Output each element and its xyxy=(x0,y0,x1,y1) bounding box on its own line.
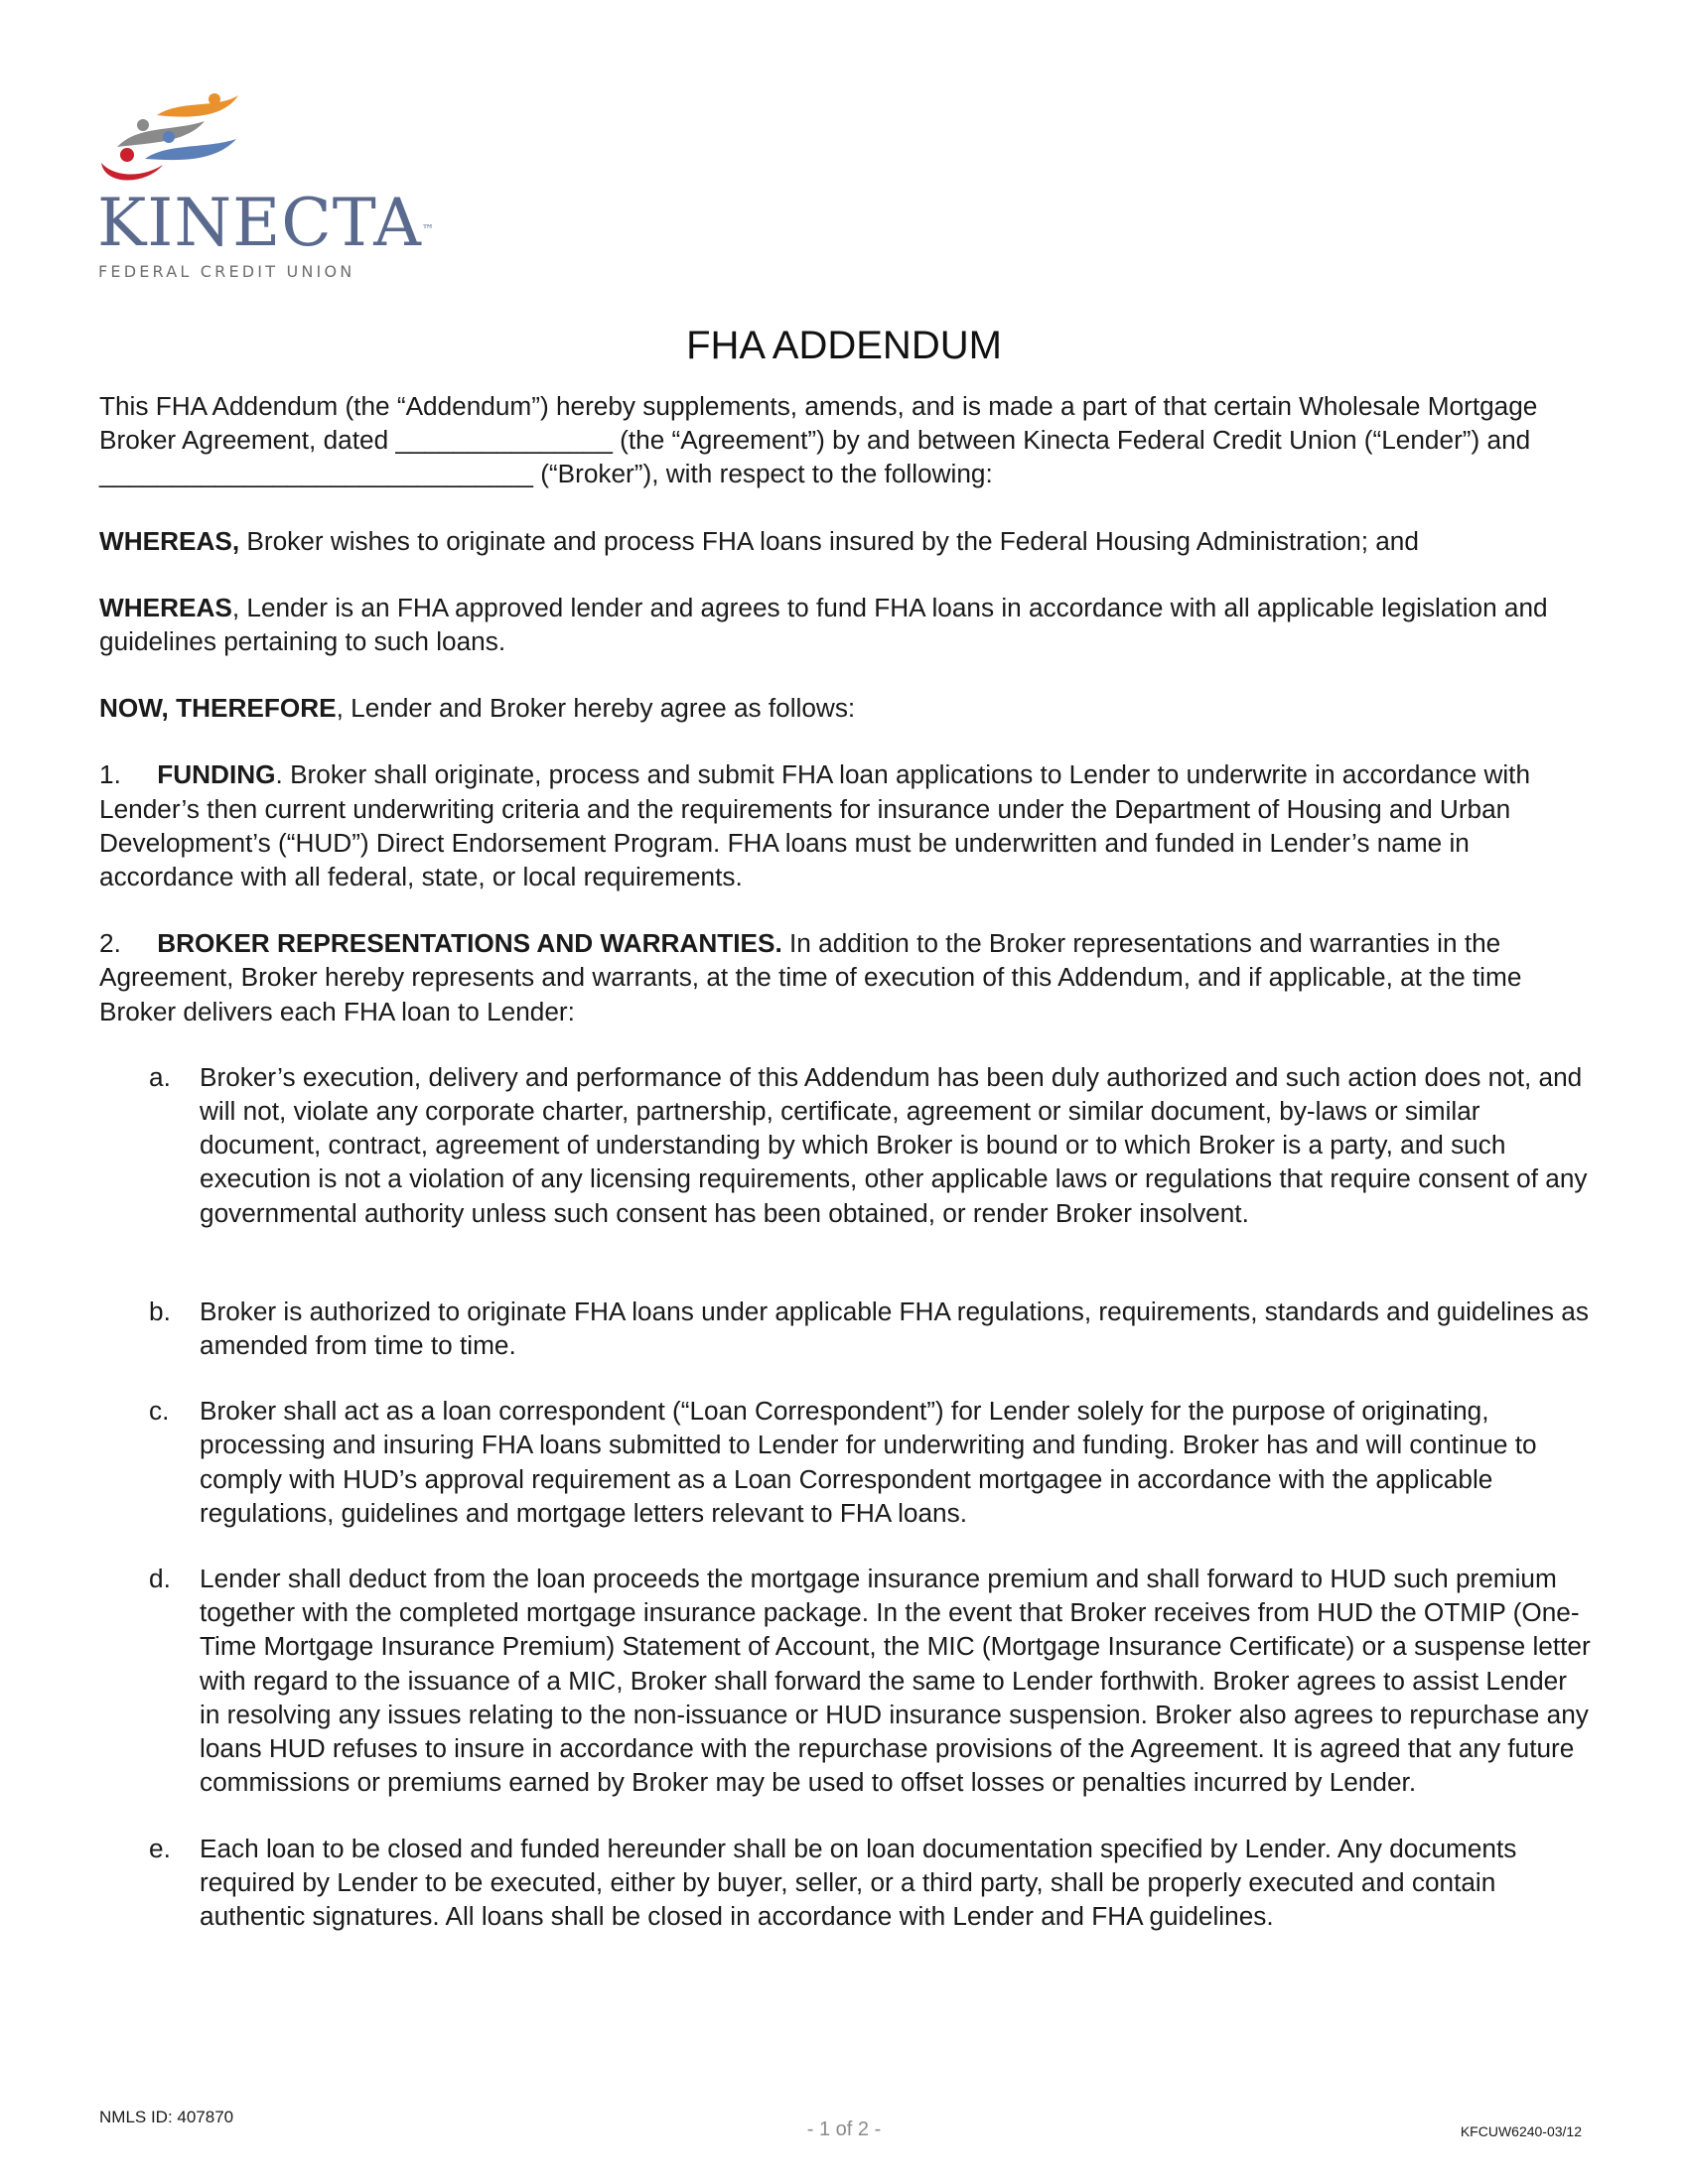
list-item-text: Broker is authorized to originate FHA loans under applicable FHA regulations, requirements, standards and guidelines as amended from time to time. xyxy=(200,1296,1589,1361)
logo-figures-icon xyxy=(97,87,256,187)
list-item-letter: d. xyxy=(149,1564,171,1594)
list-item xyxy=(149,1295,1594,1362)
list-item xyxy=(149,1562,1594,1799)
list-item-text: Each loan to be closed and funded hereunder shall be on loan documentation specified by Lender. Any documents required by Lender to be executed, either by buyer, seller, or a third party, shall be properly executed and contain authentic signatures. All loans shall be closed in accordance with Lender and FHA guidelines. xyxy=(200,1833,1517,1931)
list-item-text: Lender shall deduct from the loan proceeds the mortgage insurance premium and shall forward to HUD such premium together with the completed mortgage insurance package. In the event that Broker receives from HUD the OTMIP (One-Time Mortgage Insurance Premium) Statement of Account, the MIC (Mortgage Insurance Certificate) or a suspense letter with regard to the issuance of a MIC, Broker shall forward the same to Lender forthwith. Broker agrees to assist Lender in resolving any issues relating to the non-issuance or HUD insurance suspension. Broker also agrees to repurchase any loans HUD refuses to insure in accordance with the repurchase provisions of the Agreement. It is agreed that any future commissions or premiums earned by Broker may be used to offset losses or penalties incurred by Lender. xyxy=(200,1564,1591,1798)
list-item xyxy=(149,1394,1594,1530)
whereas-paragraph-2: WHEREAS, Lender is an FHA approved lender and agrees to fund FHA loans in accordance with all applicable legislation and guidelines pertaining to such loans. xyxy=(99,592,1548,657)
kinecta-logo xyxy=(97,87,435,286)
section-funding: 1. FUNDING. Broker shall originate, process and submit FHA loan applications to Lender to underwrite in accordance with Lender’s then current underwriting criteria and the requirements for insurance under the Department of Housing and Urban Development’s (“HUD”) Direct Endorsement Program. FHA loans must be underwritten and funded in Lender’s name in accordance with all federal, state, or local requirements. xyxy=(99,759,1531,892)
list-item-letter: b. xyxy=(149,1296,171,1326)
form-code: KFCUW6240-03/12 xyxy=(1460,2123,1582,2139)
logo-subtitle: FEDERAL CREDIT UNION xyxy=(98,262,355,281)
list-item-letter: e. xyxy=(149,1833,171,1863)
list-item-letter: c. xyxy=(149,1396,170,1427)
list-item-text: Broker shall act as a loan correspondent (“Loan Correspondent”) for Lender solely for the purpose of originating, processing and insuring FHA loans submitted to Lender for underwriting and funding. Broker has and will continue to comply with HUD’s approval requirement as a Loan Correspondent mortgagee in accordance with the applicable regulations, guidelines and mortgage letters relevant to FHA loans. xyxy=(200,1396,1537,1528)
page-number: - 1 of 2 - xyxy=(806,2118,882,2140)
now-therefore-paragraph: NOW, THEREFORE, Lender and Broker hereby agree as follows: xyxy=(99,693,856,724)
document-body xyxy=(99,389,1594,1933)
section-representations: 2. BROKER REPRESENTATIONS AND WARRANTIES. In addition to the Broker representations and warranties in the Agreement, Broker hereby represents and warrants, at the time of execution of this Addendum, and if applicable, at the time Broker delivers each FHA loan to Lender: xyxy=(99,928,1522,1026)
nmls-id: NMLS ID: 407870 xyxy=(99,2108,234,2126)
list-item-text: Broker’s execution, delivery and performance of this Addendum has been duly authorized and such action does not, and will not, violate any corporate charter, partnership, certificate, agreement or similar document, by-laws or similar document, contract, agreement of understanding by which Broker is bound or to which Broker is a party, and such execution is not a violation of any licensing requirements, other applicable laws or regulations that require consent of any governmental authority unless such consent has been obtained, or render Broker insolvent. xyxy=(200,1061,1588,1228)
list-item-letter: a. xyxy=(149,1061,171,1092)
representations-list xyxy=(149,1060,1594,1933)
logo-name: KINECTA™ xyxy=(97,185,435,261)
document-title: FHA ADDENDUM xyxy=(686,324,1002,367)
list-item xyxy=(149,1060,1594,1230)
whereas-paragraph-1: WHEREAS, Broker wishes to originate and process FHA loans insured by the Federal Housing Administration; and xyxy=(99,525,1419,556)
list-item xyxy=(149,1832,1594,1934)
intro-paragraph: This FHA Addendum (the “Addendum”) hereby supplements, amends, and is made a part of that certain Wholesale Mortgage Broker Agreement, dated _______________ (the “Agreement”) by and between Kinecta Federal Credit Union (“Lender”) and ______________________________ (“Broker”), with respect to the following: xyxy=(99,391,1538,489)
